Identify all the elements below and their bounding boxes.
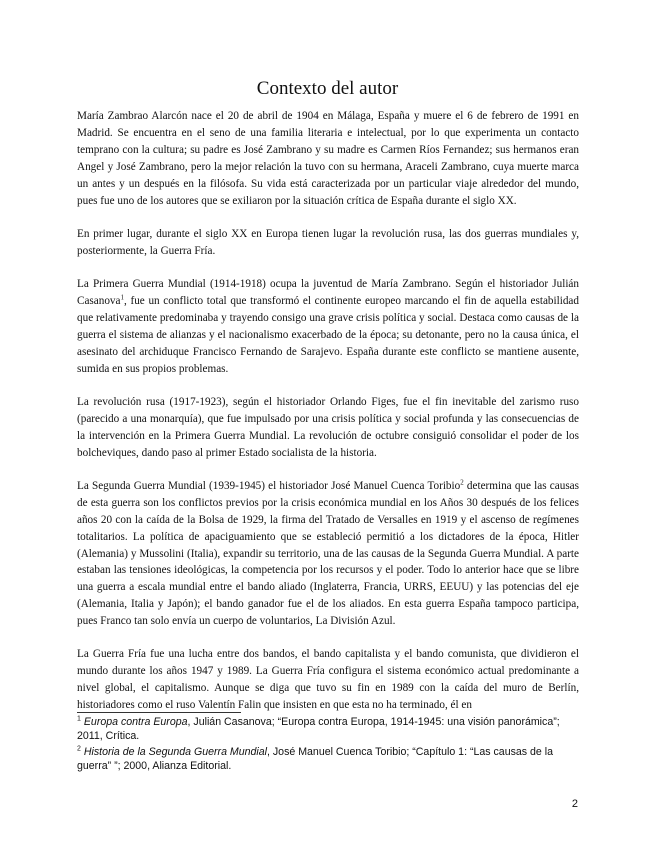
- text-segment: La Primera Guerra Mundial (1914-1918) ocupa la juventud de María Zambrano. Según el historiador Julián Casanova: [77, 278, 579, 307]
- footnote-title: Europa contra Europa: [83, 716, 188, 728]
- footnote-2: [77, 745, 579, 773]
- footnote-title: Historia de la Segunda Guerra Mundial: [83, 746, 267, 758]
- paragraph-context-intro: En primer lugar, durante el siglo XX en Europa tienen lugar la revolución rusa, las dos guerras mundiales y, posteriormente, la Guerra Fría.: [77, 227, 579, 257]
- paragraph-first-world-war: [77, 276, 579, 377]
- page-title: Contexto del autor: [256, 78, 399, 99]
- footnote-1: [77, 715, 579, 743]
- text-segment: La Segunda Guerra Mundial (1939-1945) el historiador José Manuel Cuenca Toribio: [77, 479, 461, 492]
- paragraph-russian-revolution: La revolución rusa (1917-1923), según el historiador Orlando Figes, fue el fin inevitable del zarismo ruso (parecido a una monarquía), que fue impulsado por una crisis política y social profunda y las consecuencias de la intervención en la Primera Guerra Mundial. La revolución de octubre consiguió consolidar el poder de los bolcheviques, dando paso al primer Estado socialista de la historia.: [77, 395, 579, 459]
- paragraph-biography: María Zambrao Alarcón nace el 20 de abril de 1904 en Málaga, España y muere el 6 de febrero de 1991 en Madrid. Se encuentra en el seno de una familia literaria e intelectual, por lo que experimenta un contacto temprano con la cultura; su padre es José Zambrano y su madre es Carmen Ríos Fernandez; sus hermanos eran Angel y José Zambrano, pero la mejor relación la tuvo con su hermana, Araceli Zambrano, cuya muerte marca un antes y un después en la filósofa. Su vida está caracterizada por un particular viaje alrededor del mundo, pues fue uno de los autores que se exiliaron por la situación crítica de España durante el siglo XX.: [77, 110, 579, 207]
- page-number: 2: [571, 798, 578, 810]
- paragraph-cold-war: La Guerra Fría fue una lucha entre dos bandos, el bando capitalista y el bando comunista, que dividieron el mundo durante los años 1947 y 1989. La Guerra Fría configura el sistema económico actual predominante a nivel global, el capitalismo. Aunque se diga que tuvo su fin en 1989 con la caída del muro de Berlín, historiadores como el ruso Valentín Falin que insisten en que esta no ha terminado, él en: [77, 648, 579, 712]
- footnote-number: 1: [77, 715, 81, 723]
- footnote-text: , Julián Casanova; “Europa contra Europa, 1914-1945: una visión panorámica”; 2011, Crítica.: [77, 716, 560, 742]
- document-body: [77, 108, 579, 730]
- paragraph-second-world-war: [77, 478, 579, 630]
- text-segment: determina que las causas de esta guerra son los conflictos previos por la crisis económica mundial en los Años 30 después de los felices años 20 con la caída de la Bolsa de 1929, la firma del Tratado de Versalles en 1919 y el ascenso de regímenes totalitarios. La política de apaciguamiento que se estableció permitió a los dictadores de la época, Hitler (Alemania) y Mussolini (Italia), expandir su territorio, una de las causas de la Segunda Guerra Mundial. A parte estaban las tensiones ideológicas, la competencia por los recursos y el poder. Todo lo anterior hace que se libre una guerra a escala mundial entre el bando aliado (Inglaterra, Francia, URRS, EEUU) y las potencias del eje (Alemania, Italia y Japón); el bando ganador fue el de los aliados. En esta guerra España tampoco participa, pues Franco tan solo envía un cuerpo de voluntarios, La División Azul.: [77, 479, 579, 628]
- footnote-separator: [77, 712, 241, 713]
- footnote-ref-1[interactable]: 1: [120, 293, 124, 302]
- footnote-number: 2: [77, 745, 81, 753]
- text-segment: , fue un conflicto total que transformó el continente europeo marcando el fin de aquella estabilidad que relativamente predominaba y trayendo consigo una grave crisis política y social. Destaca como causas de la guerra el sistema de alianzas y el nacionalismo exacerbado de la época; su detonante, pero no la causa única, el asesinato del archiduque Francisco Fernando de Sarajevo. España durante este conflicto se mantiene ausente, sumida en sus propios problemas.: [77, 294, 579, 375]
- footnote-text: , José Manuel Cuenca Toribio; “Capítulo 1: “Las causas de la guerra” ”; 2000, Alianza Editorial.: [77, 746, 553, 772]
- footnote-ref-2[interactable]: 2: [460, 478, 464, 487]
- footnotes: [77, 715, 579, 775]
